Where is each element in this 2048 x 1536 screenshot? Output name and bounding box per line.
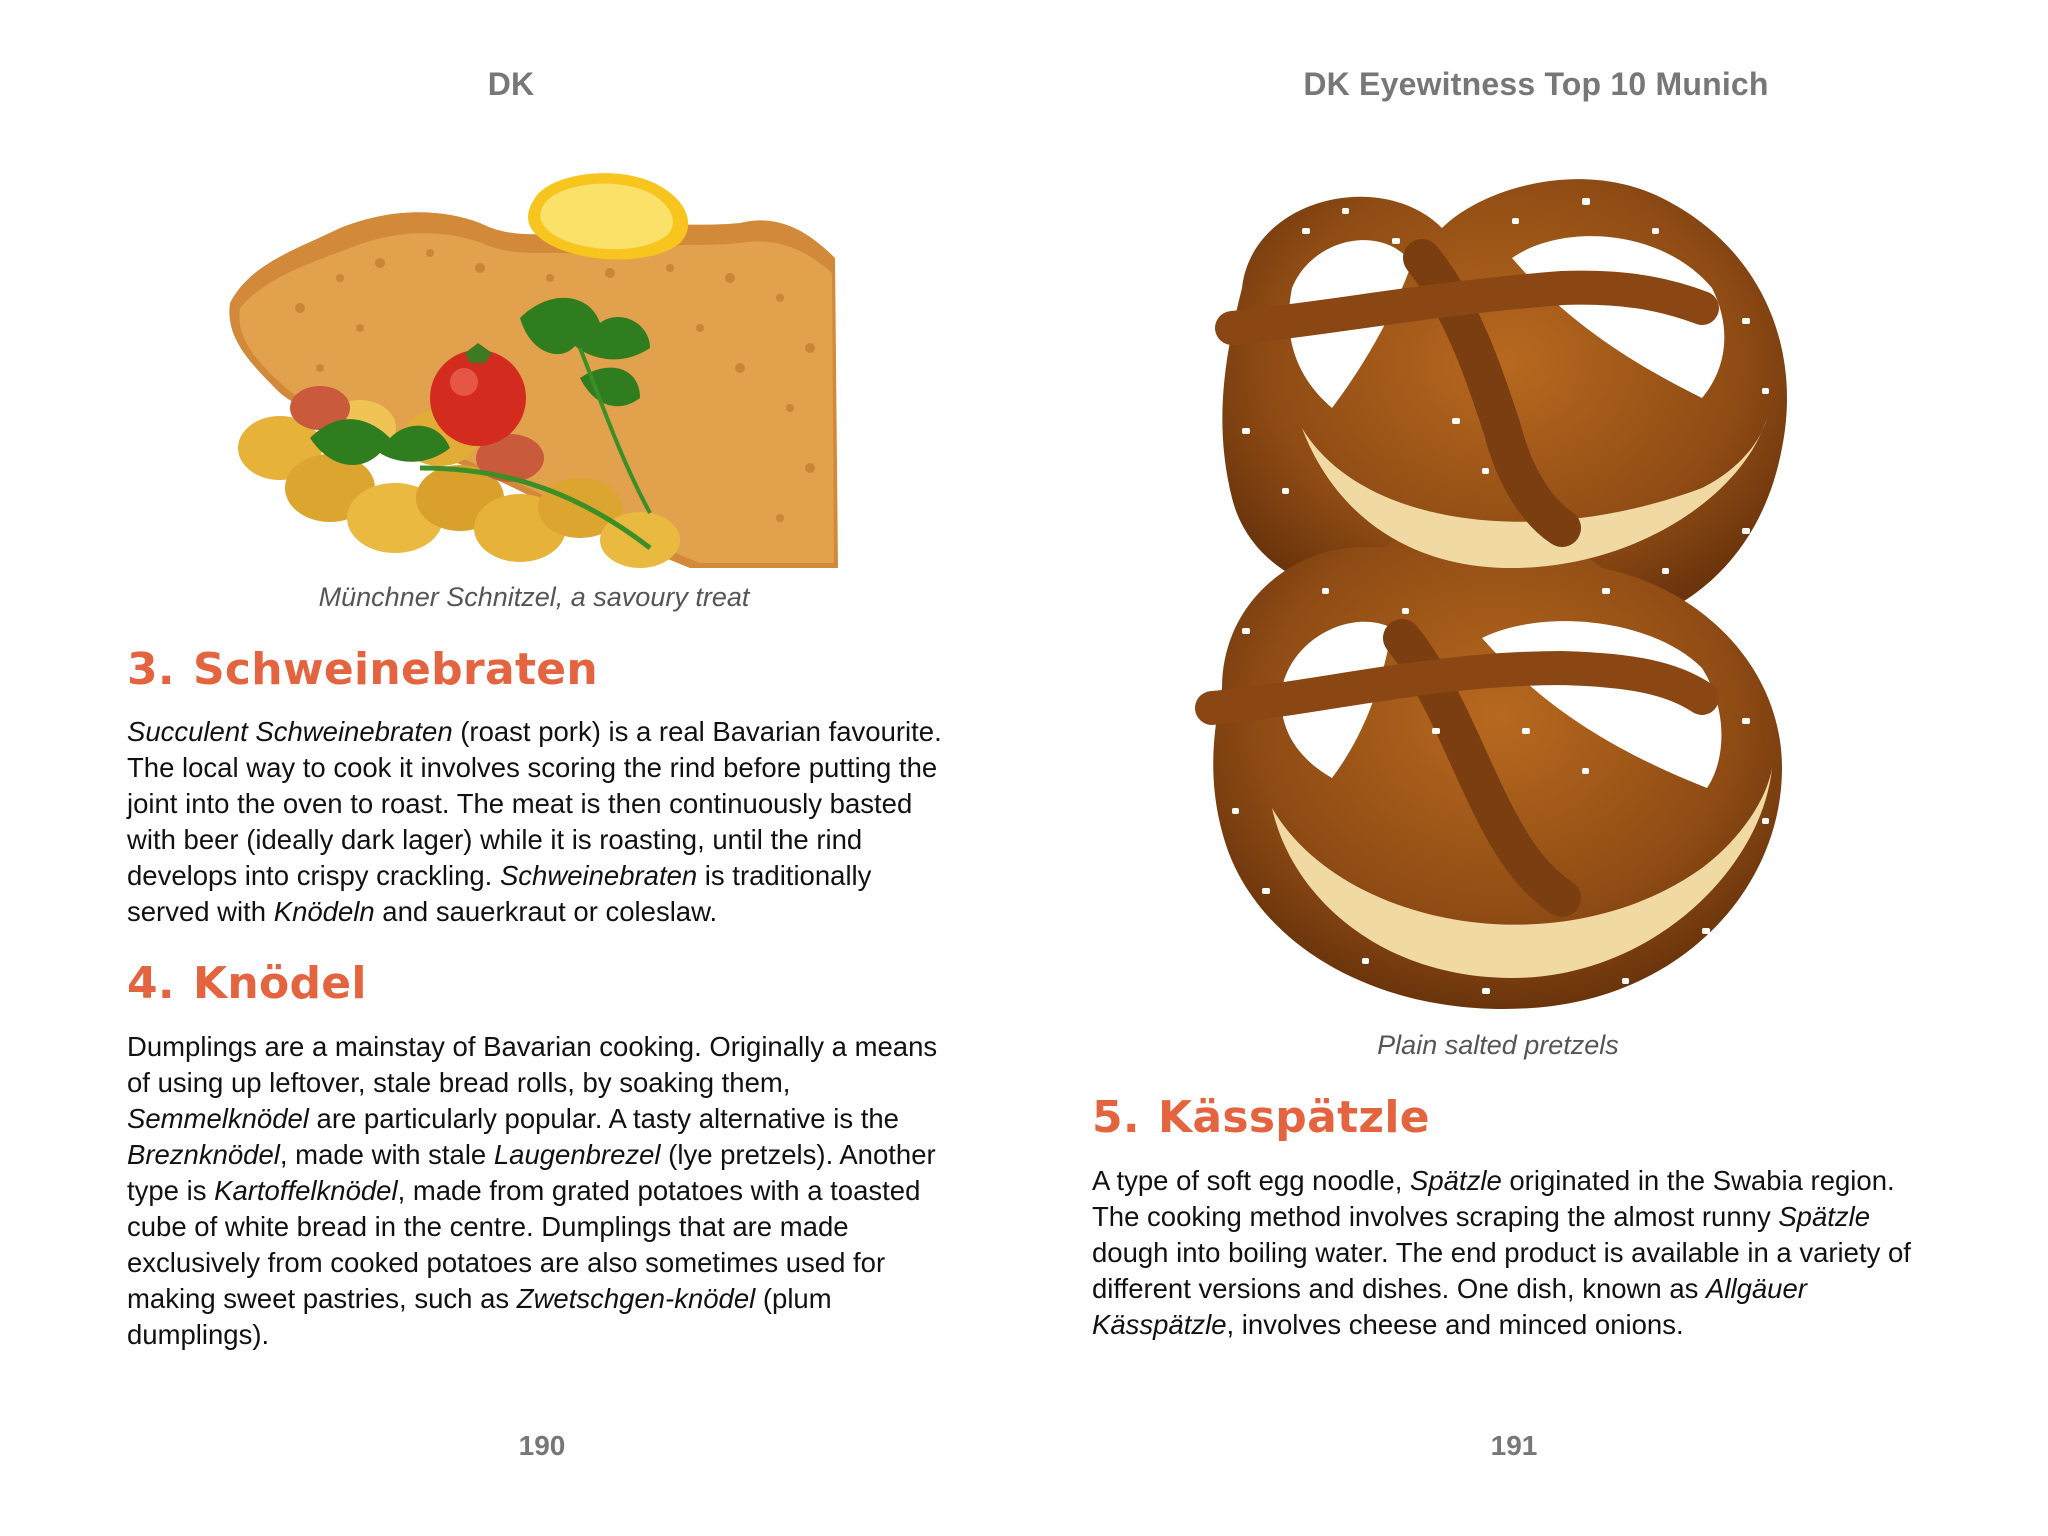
- body-line: [127, 786, 987, 822]
- text-run: (roast pork) is a real Bavarian favourite.: [452, 716, 942, 747]
- section-5-number: 5.: [1092, 1092, 1140, 1143]
- text-run: , made with stale: [279, 1139, 494, 1170]
- pretzel-caption: Plain salted pretzels: [1377, 1030, 1619, 1060]
- text-run: different versions and dishes. One dish, known as: [1092, 1273, 1707, 1304]
- text-run: are particularly popular. A tasty alternative is the: [308, 1103, 899, 1134]
- body-line: [1092, 1307, 1992, 1343]
- section-5-heading: [1092, 1092, 1430, 1143]
- section-4-heading: [127, 958, 367, 1009]
- text-run: dough into boiling water. The end product is available in a variety of: [1092, 1237, 1911, 1268]
- italic-term: Kässpätzle: [1092, 1309, 1227, 1340]
- text-run: cube of white bread in the centre. Dumplings that are made: [127, 1211, 849, 1242]
- body-line: [127, 714, 987, 750]
- body-line: [127, 1137, 987, 1173]
- text-run: , made from grated potatoes with a toasted: [397, 1175, 921, 1206]
- section-3-body: [127, 714, 987, 930]
- italic-term: Breznknödel: [127, 1139, 280, 1170]
- italic-term: Allgäuer: [1706, 1273, 1807, 1304]
- italic-term: Zwetschgen-knödel: [516, 1283, 756, 1314]
- text-run: served with: [127, 896, 274, 927]
- text-run: is traditionally: [697, 860, 872, 891]
- text-run: joint into the oven to roast. The meat is then continuously basted: [127, 788, 913, 819]
- italic-term: Schweinebraten: [499, 860, 698, 891]
- running-head-right: DK Eyewitness Top 10 Munich: [1303, 66, 1769, 102]
- section-4-body: [127, 1029, 987, 1353]
- text-run: with beer (ideally dark lager) while it is roasting, until the rind: [127, 824, 863, 855]
- text-run: (plum: [755, 1283, 832, 1314]
- body-line: [127, 894, 987, 930]
- text-run: A type of soft egg noodle,: [1092, 1165, 1411, 1196]
- italic-term: Spätzle: [1778, 1201, 1871, 1232]
- text-run: exclusively from cooked potatoes are also sometimes used for: [127, 1247, 886, 1278]
- text-run: The cooking method involves scraping the almost runny: [1092, 1201, 1779, 1232]
- text-run: Dumplings are a mainstay of Bavarian cooking. Originally a means: [127, 1031, 938, 1062]
- body-line: [127, 1209, 987, 1245]
- italic-term: Knödeln: [273, 896, 375, 927]
- italic-term: Semmelknödel: [127, 1103, 309, 1134]
- section-3-title: Schweinebraten: [192, 644, 599, 695]
- running-head-left-text: DK: [487, 66, 535, 102]
- text-run: making sweet pastries, such as: [127, 1283, 517, 1314]
- section-4-number: 4.: [127, 958, 175, 1009]
- schnitzel-photo: [220, 168, 840, 570]
- italic-term: Spätzle: [1410, 1165, 1502, 1196]
- italic-term: Laugenbrezel: [493, 1139, 661, 1170]
- text-run: type is: [127, 1175, 215, 1206]
- section-5-title: Kässpätzle: [1157, 1092, 1430, 1143]
- section-5-body: [1092, 1163, 1992, 1343]
- body-line: [1092, 1271, 1992, 1307]
- text-run: of using up leftover, stale bread rolls, by soaking them,: [127, 1067, 791, 1098]
- section-3-number: 3.: [127, 644, 175, 695]
- page-number-right: 191: [1490, 1430, 1538, 1461]
- running-head-left: [0, 66, 1024, 103]
- body-line: [127, 1065, 987, 1101]
- body-line: [1092, 1235, 1992, 1271]
- text-run: , involves cheese and minced onions.: [1226, 1309, 1684, 1340]
- body-line: [127, 1101, 987, 1137]
- body-line: [1092, 1163, 1992, 1199]
- italic-term: Succulent Schweinebraten: [127, 716, 453, 747]
- text-run: originated in the Swabia region.: [1501, 1165, 1895, 1196]
- text-run: and sauerkraut or coleslaw.: [374, 896, 718, 927]
- section-3-heading: [127, 644, 598, 695]
- pretzel-photo: [1182, 168, 1822, 1020]
- text-run: develops into crispy crackling.: [127, 860, 500, 891]
- body-line: [127, 750, 987, 786]
- body-line: [127, 1029, 987, 1065]
- body-line: [127, 1245, 987, 1281]
- body-line: [127, 1173, 987, 1209]
- body-line: [127, 858, 987, 894]
- schnitzel-caption: Münchner Schnitzel, a savoury treat: [318, 582, 750, 612]
- right-page[interactable]: [1024, 0, 2048, 1536]
- text-run: The local way to cook it involves scoring the rind before putting the: [127, 752, 938, 783]
- text-run: dumplings).: [127, 1319, 270, 1350]
- italic-term: Kartoffelknödel: [214, 1175, 398, 1206]
- body-line: [127, 1281, 987, 1317]
- text-run: (lye pretzels). Another: [660, 1139, 936, 1170]
- body-line: [127, 1317, 987, 1353]
- section-4-title: Knödel: [192, 958, 367, 1009]
- body-line: [127, 822, 987, 858]
- page-number-left: 190: [518, 1430, 566, 1461]
- body-line: [1092, 1199, 1992, 1235]
